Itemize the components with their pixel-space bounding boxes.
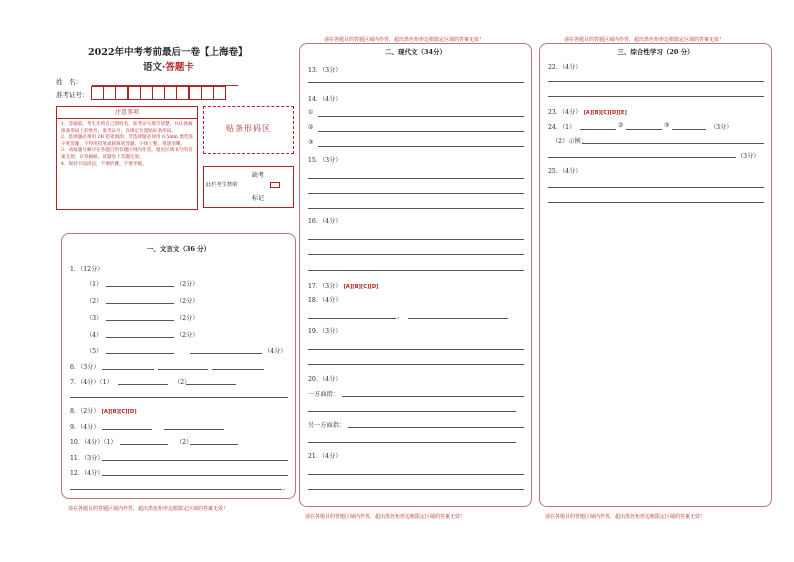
answer-line[interactable] <box>308 318 396 319</box>
aspect-2-label: 另一方面指： <box>308 422 346 429</box>
option-d[interactable]: [D] <box>127 409 137 415</box>
id-digit-box[interactable] <box>176 86 189 100</box>
notice-title: 注意事项 <box>57 107 197 119</box>
answer-line[interactable] <box>348 427 524 428</box>
notice-item: 3．请按题号顺序在各题目的答题区域内作答，超出区域书写的答案无效；在草稿纸、试题卷上答题无效。 <box>61 148 193 160</box>
id-digit-box[interactable] <box>140 86 153 100</box>
answer-line[interactable] <box>318 116 524 117</box>
answer-line[interactable] <box>580 129 616 130</box>
question-22: 22．（4分） <box>548 64 582 71</box>
option-b[interactable]: [B] <box>352 284 361 290</box>
question-9: 9．（4分） <box>70 424 100 431</box>
answer-line[interactable] <box>308 349 524 350</box>
points: （2分） <box>176 315 199 322</box>
answer-line[interactable] <box>106 320 174 321</box>
points: （2分） <box>176 332 199 339</box>
option-e[interactable]: [E] <box>618 110 627 116</box>
answer-line[interactable] <box>308 208 524 209</box>
question-18: 18．（4分） <box>308 297 342 304</box>
question-19: 19．（3分） <box>308 328 342 335</box>
answer-line[interactable] <box>308 364 524 365</box>
answer-line[interactable] <box>102 460 288 461</box>
option-a[interactable]: [A] <box>583 110 593 116</box>
notice-box <box>56 106 198 210</box>
answer-line[interactable] <box>106 353 174 354</box>
question-25: 25．（4分） <box>548 168 582 175</box>
exam-subtitle <box>143 59 194 73</box>
question-23 <box>548 107 627 116</box>
answer-line[interactable] <box>164 429 224 430</box>
notice-item: 1．答题前，考生先将自己的姓名，准考证号填写清楚，并认真核准条形码上的姓名，准考证号，在规定位置贴好条形码。 <box>61 122 193 134</box>
answer-line[interactable] <box>102 429 152 430</box>
sub-5: （5） <box>86 348 103 355</box>
question-17 <box>308 281 379 290</box>
answer-line[interactable] <box>70 489 282 490</box>
notice-item: 2．选择题必须用 2B 铅笔填涂；非选择题必须用 0.5mm 黑色签字笔答题，不得用铅笔或圆珠笔答题；字体工整、笔迹清晰。 <box>61 135 194 147</box>
answer-line[interactable] <box>106 337 174 338</box>
id-digit-box[interactable] <box>103 86 116 100</box>
question-7: 7．（4分）（1） <box>70 379 113 386</box>
answer-line[interactable] <box>190 353 262 354</box>
question-12: 12．（4分） <box>70 470 104 477</box>
answer-line[interactable] <box>106 286 174 287</box>
answer-line[interactable] <box>186 384 236 385</box>
warning-footer: 请在各题目的答题区域内作答，超出黑色矩形边框限定区域的答案无效！ <box>305 514 466 520</box>
name-label: 姓 名： <box>56 78 82 86</box>
option-b[interactable]: [B] <box>110 409 119 415</box>
question-17-label: 17．（3分） <box>308 283 342 290</box>
exam-title: 2022年中考考前最后一卷【上海卷】 <box>88 47 248 58</box>
circle-3: ③ <box>664 122 670 129</box>
answer-line[interactable] <box>70 397 288 398</box>
question-10: 10．（4分）（1） <box>70 439 117 446</box>
question-23-label: 23．（4分） <box>548 109 582 116</box>
answer-line[interactable] <box>158 369 208 370</box>
question-11: 11．（3分） <box>70 455 104 462</box>
barcode-label: 贴条形码区 <box>226 124 271 133</box>
answer-line[interactable] <box>308 270 524 271</box>
absent-box <box>203 166 294 208</box>
circle-2: ② <box>308 124 314 131</box>
question-24: 24．（1） <box>548 124 576 131</box>
answer-line[interactable] <box>308 474 524 475</box>
question-20: 20．（4分） <box>308 376 342 383</box>
points: （4分） <box>264 348 287 355</box>
id-digit-box[interactable] <box>201 86 214 100</box>
id-digit-box[interactable] <box>115 86 128 100</box>
id-digit-box[interactable] <box>91 86 104 100</box>
absent-note: 此栏考生禁填 <box>206 182 238 188</box>
answer-line[interactable] <box>308 178 524 179</box>
warning-header: 请在各题目的答题区域内作答，超出黑色矩形边框限定区域的答案无效！ <box>564 37 725 43</box>
answer-line[interactable] <box>106 303 174 304</box>
answer-line[interactable] <box>190 444 238 445</box>
question-21: 21．（4分） <box>308 453 342 460</box>
notice-item: 4．保持卡面清洁，不要折叠、不要弄破。 <box>61 161 147 167</box>
section-classical-panel <box>61 233 296 499</box>
section-title-modern: 二、现代文（34分） <box>384 48 447 56</box>
answer-line[interactable] <box>548 96 764 97</box>
answer-line[interactable] <box>308 193 524 194</box>
answer-line[interactable] <box>308 254 524 255</box>
option-d[interactable]: [D] <box>369 284 379 290</box>
subtitle-dot: · <box>162 62 166 73</box>
circle-2: ② <box>618 122 624 129</box>
answer-line[interactable] <box>672 129 706 130</box>
id-digit-box[interactable] <box>189 86 202 100</box>
id-label: 准考证号： <box>56 91 89 99</box>
points: （3分） <box>737 153 760 160</box>
question-15: 15．（3分） <box>308 157 342 164</box>
option-a[interactable]: [A] <box>101 409 111 415</box>
points: （3分） <box>710 124 733 131</box>
question-13: 13．（3分） <box>308 67 342 74</box>
barcode-area <box>203 106 294 154</box>
id-digit-box[interactable] <box>213 86 226 100</box>
option-c[interactable]: [C] <box>118 409 128 415</box>
question-8 <box>70 406 137 415</box>
warning-header: 请在各题目的答题区域内作答，超出黑色矩形边框限定区域的答案无效！ <box>324 37 485 43</box>
points: （2分） <box>176 298 199 305</box>
question-6: 6．（3分） <box>70 364 100 371</box>
question-10-part-2: （2） <box>176 439 193 446</box>
question-16: 16．（4分） <box>308 218 342 225</box>
circle-1: ① <box>308 109 314 116</box>
example-label: （2）示例： <box>552 138 587 145</box>
answer-line[interactable] <box>626 129 662 130</box>
period: 。 <box>283 485 290 492</box>
option-b[interactable]: [B] <box>592 110 601 116</box>
absent-label: 缺考 <box>252 172 265 179</box>
warning-footer: 请在各题目的答题区域内作答，超出黑色矩形边框限定区域的答案无效！ <box>545 514 706 520</box>
answer-line[interactable] <box>582 143 764 144</box>
points: （2分） <box>176 281 199 288</box>
mark-label: 标记 <box>252 195 265 202</box>
comma: ， <box>397 313 404 320</box>
sub-2: （2） <box>86 298 103 305</box>
answer-line[interactable] <box>308 239 524 240</box>
answer-sheet-label: 答题卡 <box>165 62 194 73</box>
absent-mark-box[interactable] <box>270 182 280 188</box>
notice-list <box>61 122 195 168</box>
answer-line[interactable] <box>308 411 516 412</box>
section-modern-panel <box>299 37 532 507</box>
answer-line[interactable] <box>212 369 264 370</box>
answer-line[interactable] <box>118 384 168 385</box>
answer-line[interactable] <box>102 369 154 370</box>
answer-line[interactable] <box>548 157 736 158</box>
answer-line[interactable] <box>548 202 764 203</box>
option-a[interactable]: [A] <box>343 284 353 290</box>
sub-3: （3） <box>86 315 103 322</box>
section-comprehensive-panel <box>539 37 772 507</box>
answer-line[interactable] <box>120 444 168 445</box>
id-digit-box[interactable] <box>128 86 141 100</box>
id-number-boxes[interactable] <box>91 86 225 100</box>
answer-line[interactable] <box>342 396 524 397</box>
subject-label: 语文 <box>143 62 163 73</box>
aspect-1-label: 一方面指： <box>308 391 339 398</box>
sub-1: （1） <box>86 281 103 288</box>
answer-line[interactable] <box>548 187 764 188</box>
question-1: 1．（12分） <box>70 266 104 273</box>
option-d[interactable]: [D] <box>609 110 619 116</box>
answer-line[interactable] <box>308 489 524 490</box>
warning-footer: 请在各题目的答题区域内作答，超出黑色矩形边框限定区域的答案无效！ <box>68 506 229 512</box>
question-8-label: 8．（2分） <box>70 408 100 415</box>
circle-3: ③ <box>308 139 314 146</box>
answer-line[interactable] <box>548 81 764 82</box>
section-title-classical: 一、文言文（36 分） <box>146 245 211 253</box>
answer-line[interactable] <box>308 442 516 443</box>
answer-line[interactable] <box>308 82 524 83</box>
option-c[interactable]: [C] <box>600 110 610 116</box>
option-c[interactable]: [C] <box>360 284 370 290</box>
id-digit-box[interactable] <box>152 86 165 100</box>
question-14: 14．（4分） <box>308 96 342 103</box>
section-title-comprehensive: 三、综合性学习（20 分） <box>617 48 694 56</box>
sub-4: （4） <box>86 332 103 339</box>
answer-line[interactable] <box>318 131 524 132</box>
answer-line[interactable] <box>408 318 508 319</box>
id-digit-box[interactable] <box>164 86 177 100</box>
answer-line[interactable] <box>318 146 524 147</box>
answer-line[interactable] <box>102 475 288 476</box>
question-7-part-2: （2） <box>174 379 191 386</box>
